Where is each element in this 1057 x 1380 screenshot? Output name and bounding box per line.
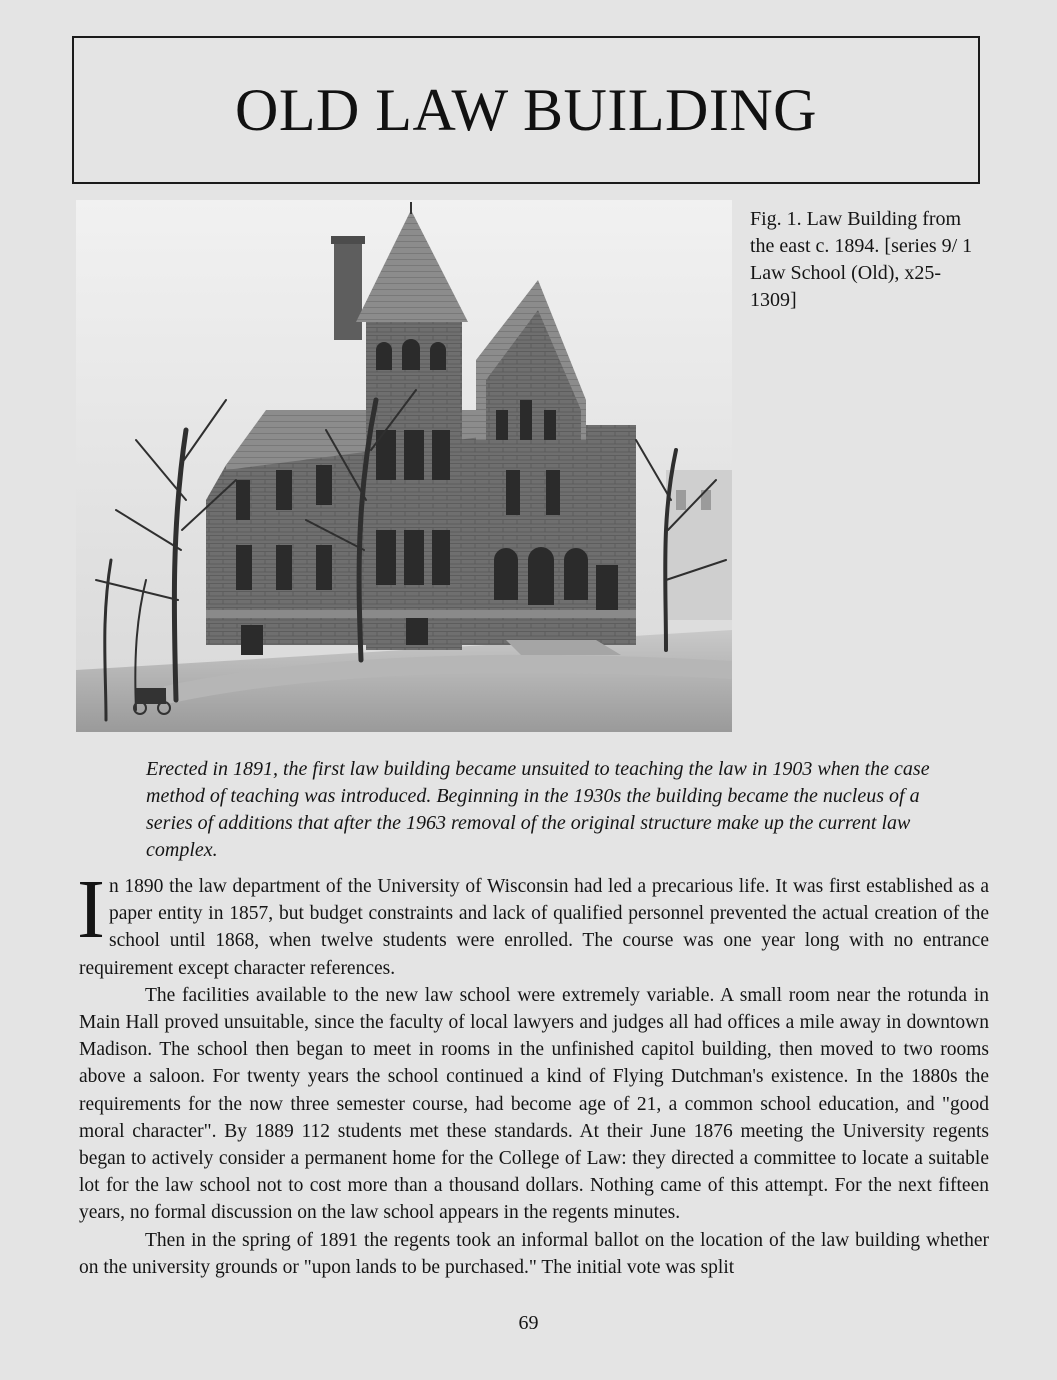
page-number: 69 — [518, 1312, 539, 1334]
law-building-photo — [76, 200, 732, 732]
body-text — [77, 863, 989, 1281]
paragraph-1-text: n 1890 the law department of the University of Wisconsin had led a precarious life. It was first established as a paper entity in 1857, but budget constraints and lack of qualified personnel prevented the actual creation of the school until 1868, when twelve students were enrolled. The course was one year long with no entrance requirement except character references. — [79, 876, 989, 979]
paragraph-2: The facilities available to the new law school were extremely variable. A small room near the rotunda in Main Hall proved unsuitable, since the faculty of local lawyers and judges all had offices a mile away in downtown Madison. The school then began to meet in rooms in the unfinished capitol building, then moved to two rooms above a saloon. For twenty years the school continued a kind of Flying Dutchman's existence. In the 1880s the requirements for the now three semester course, had become age of 21, a common school education, and "good moral character". By 1889 112 students met these standards. At their June 1876 meeting the University regents began to actively consider a permanent home for the College of Law: they directed a committee to locate a suitable lot for the law school not to cost more than a thousand dollars. Nothing came of this attempt. For the next fifteen years, no formal discussion on the law school appears in the regents minutes. — [79, 984, 989, 1224]
drop-cap: I — [77, 863, 105, 956]
figure-caption: Fig. 1. Law Building from the east c. 1894. [series 9/ 1 Law School (Old), x25- 1309] — [750, 208, 973, 311]
paragraph-3: Then in the spring of 1891 the regents took an informal ballot on the location of the law building whether on the university grounds or "upon lands to be purchased." The initial vote was split — [79, 1229, 989, 1278]
page-title: OLD LAW BUILDING — [235, 76, 817, 143]
title-box — [72, 36, 980, 184]
paragraph-1 — [77, 863, 989, 982]
summary-italic: Erected in 1891, the first law building became unsuited to teaching the law in 1903 when the case method of teaching was introduced. Beginning in the 1930s the building became the nucleus of a series of additions that after the 1963 removal of the original structure make up the current law complex. — [146, 758, 930, 861]
